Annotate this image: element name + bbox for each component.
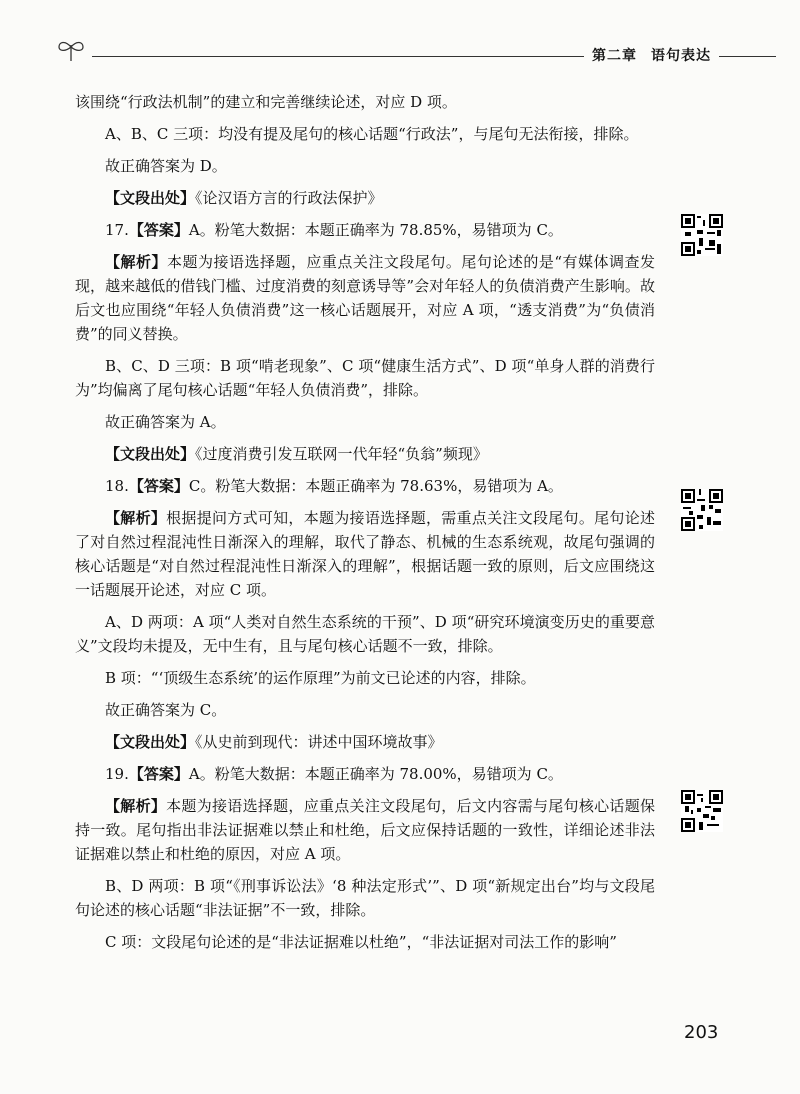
chapter-title xyxy=(584,45,719,65)
question-number: 19. xyxy=(105,765,129,783)
bold-label: 【解析】 xyxy=(105,509,167,527)
paragraph-text: 本题为接语选择题，应重点关注文段尾句，后文内容需与尾句核心话题保持一致。尾句指出非法证据难以禁止和杜绝，后文应保持话题的一致性，详细论述非法证据难以禁止和杜绝的原因，对应 A 项。 xyxy=(75,797,655,863)
paragraph xyxy=(75,730,655,754)
bold-label: 【答案】 xyxy=(128,477,189,495)
paragraph-text: A、D 两项：A 项“人类对自然生态系统的干预”、D 项“研究环境演变历史的重要意义”文段均未提及，无中生有，且与尾句核心话题不一致，排除。 xyxy=(75,613,655,655)
paragraph xyxy=(75,218,655,242)
qr-code-graphic xyxy=(681,214,723,256)
paragraph-text: 故正确答案为 A。 xyxy=(105,413,226,431)
paragraph xyxy=(75,474,655,498)
qr-code-icon[interactable] xyxy=(681,214,723,256)
paragraph-text: 《从史前到现代：讲述中国环境故事》 xyxy=(195,733,443,751)
paragraph xyxy=(75,442,655,466)
paragraph xyxy=(75,410,655,434)
paragraph-text: C。粉笔大数据：本题正确率为 78.63%，易错项为 A。 xyxy=(188,477,563,495)
paragraph xyxy=(75,154,655,178)
qr-code-icon[interactable] xyxy=(681,790,723,832)
qr-code-graphic xyxy=(681,489,723,531)
paragraph-text: C 项：文段尾句论述的是“非法证据难以杜绝”，“非法证据对司法工作的影响” xyxy=(105,933,617,951)
chapter-number: 第二章 xyxy=(592,48,637,64)
bold-label: 【解析】 xyxy=(105,253,167,271)
paragraph-text: A。粉笔大数据：本题正确率为 78.00%，易错项为 C。 xyxy=(188,765,563,783)
leaf-icon xyxy=(56,37,86,63)
paragraph xyxy=(75,666,655,690)
question-number: 17. xyxy=(105,221,129,239)
paragraph xyxy=(75,762,655,786)
paragraph xyxy=(75,186,655,210)
page-body xyxy=(75,90,655,962)
paragraph-text: 根据提问方式可知，本题为接语选择题，需重点关注文段尾句。尾句论述了对自然过程混沌性日渐深入的理解，取代了静态、机械的生态系统观，故尾句强调的核心话题是“对自然过程混沌性日渐深入的理解”，根据话题一致的原则，后文应围绕这一话题展开论述，对应 C 项。 xyxy=(75,509,655,599)
bold-label: 【答案】 xyxy=(128,221,189,239)
paragraph-text: B 项：“‘顶级生态系统’的运作原理”为前文已论述的内容，排除。 xyxy=(105,669,536,687)
paragraph xyxy=(75,930,655,954)
section-title: 语句表达 xyxy=(651,48,711,64)
paragraph xyxy=(75,250,655,346)
paragraph-text: 故正确答案为 C。 xyxy=(105,701,227,719)
bold-label: 【答案】 xyxy=(128,765,189,783)
paragraph xyxy=(75,122,655,146)
question-number: 18. xyxy=(105,477,129,495)
paragraph-text: A。粉笔大数据：本题正确率为 78.85%，易错项为 C。 xyxy=(188,221,563,239)
paragraph xyxy=(75,874,655,922)
paragraph xyxy=(75,90,655,114)
qr-code-graphic xyxy=(681,790,723,832)
paragraph xyxy=(75,794,655,866)
paragraph-text: 该围绕“行政法机制”的建立和完善继续论述，对应 D 项。 xyxy=(75,93,457,111)
paragraph xyxy=(75,354,655,402)
qr-code-icon[interactable] xyxy=(681,489,723,531)
paragraph-text: 《过度消费引发互联网一代年轻“负翁”频现》 xyxy=(195,445,488,463)
running-header xyxy=(56,37,776,67)
paragraph xyxy=(75,698,655,722)
paragraph-text: A、B、C 三项：均没有提及尾句的核心话题“行政法”，与尾句无法衔接，排除。 xyxy=(105,125,639,143)
bold-label: 【文段出处】 xyxy=(105,189,196,207)
paragraph-text: 本题为接语选择题，应重点关注文段尾句。尾句论述的是“有媒体调查发现，越来越低的借钱门槛、过度消费的刻意诱导等”会对年轻人的负债消费产生影响。故后文也应围绕“年轻人负债消费”这一核心话题展开，对应 A 项，“透支消费”为“负债消费”的同义替换。 xyxy=(75,253,655,343)
bold-label: 【文段出处】 xyxy=(105,733,196,751)
paragraph-text: B、C、D 三项：B 项“啃老现象”、C 项“健康生活方式”、D 项“单身人群的消费行为”均偏离了尾句核心话题“年轻人负债消费”，排除。 xyxy=(75,357,655,399)
paragraph-text: B、D 两项：B 项“《刑事诉讼法》‘8 种法定形式’”、D 项“新规定出台”均与文段尾句论述的核心话题“非法证据”不一致，排除。 xyxy=(75,877,655,919)
paragraph-text: 故正确答案为 D。 xyxy=(105,157,227,175)
paragraph xyxy=(75,506,655,602)
paragraph-text: 《论汉语方言的行政法保护》 xyxy=(195,189,383,207)
page-number: 203 xyxy=(684,1022,719,1043)
bold-label: 【文段出处】 xyxy=(105,445,196,463)
bold-label: 【解析】 xyxy=(105,797,167,815)
paragraph xyxy=(75,610,655,658)
